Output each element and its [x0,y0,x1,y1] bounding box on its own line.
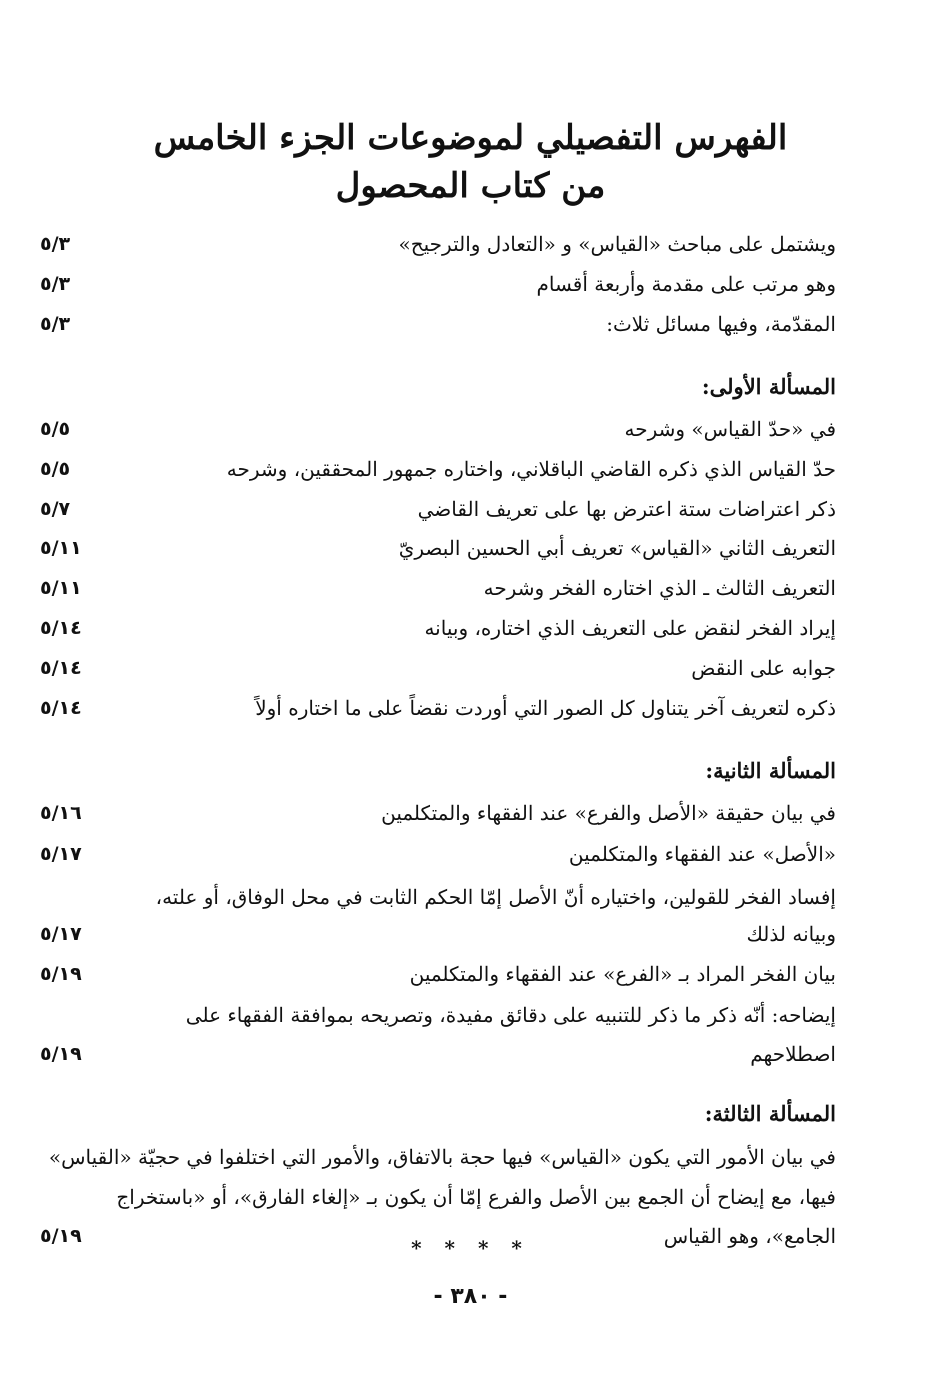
entry-text: اصطلاحهم [750,1042,836,1066]
toc-entry [40,569,836,607]
toc-entry [40,955,836,993]
entry-page: ٥/١٩ [40,1225,82,1247]
page-title: الفهرس التفصيلي لموضوعات الجزء الخامس [153,118,788,158]
entry-page: ٥/١١ [40,577,82,599]
entry-text: في بيان حقيقة «الأصل والفرع» عند الفقهاء والمتكلمين [381,801,836,825]
section-heading: المسألة الثالثة: [704,1101,836,1126]
toc-entry [40,609,836,647]
entry-page: ٥/٣ [40,273,71,295]
entry-page: ٥/١٧ [40,923,82,945]
toc-entry [40,915,836,953]
entry-text: الجامع»، وهو القياس [663,1224,836,1248]
entry-page: ٥/١٤ [40,657,82,679]
entry-text: حدّ القياس الذي ذكره القاضي الباقلاني، واختاره جمهور المحققين، وشرحه [226,457,836,481]
entry-text: بيان الفخر المراد بـ «الفرع» عند الفقهاء والمتكلمين [409,962,836,986]
toc-entry [40,1035,836,1073]
toc-entry [40,529,836,567]
entry-text: التعريف الثالث ـ الذي اختاره الفخر وشرحه [483,576,836,600]
entry-page: ٥/٣ [40,233,71,255]
toc-entry [40,689,836,727]
toc-entry [40,305,836,343]
entry-page: ٥/٥ [40,418,71,440]
entry-text: وبيانه لذلك [746,922,836,946]
entry-text: في «حدّ القياس» وشرحه [624,417,836,441]
toc-entry [40,225,836,263]
section-heading: المسألة الثانية: [705,758,836,783]
entry-text: التعريف الثاني «القياس» تعريف أبي الحسين البصريّ [398,536,836,560]
page-number: - ٣٨٠ - [433,1284,508,1309]
toc-entry-line: فيها، مع إيضاح أن الجمع بين الأصل والفرع إمّا أن يكون بـ «إلغاء الفارق»، أو «باستخراج [116,1185,836,1209]
toc-entry [40,410,836,448]
entry-page: ٥/٧ [40,498,71,520]
entry-page: ٥/٥ [40,458,71,480]
section-heading: المسألة الأولى: [701,374,836,399]
entry-text: وهو مرتب على مقدمة وأربعة أقسام [536,272,836,296]
toc-entry [40,794,836,832]
toc-entry-line: في بيان الأمور التي يكون «القياس» فيها حجة بالاتفاق، والأمور التي اختلفوا في حجيّة «القياس» [48,1145,836,1169]
entry-page: ٥/١٩ [40,1043,82,1065]
entry-text: ذكر اعتراضات ستة اعترض بها على تعريف القاضي [417,497,836,521]
entry-page: ٥/١٤ [40,617,82,639]
entry-page: ٥/١١ [40,537,82,559]
entry-text: المقدّمة، وفيها مسائل ثلاث: [606,312,836,336]
entry-page: ٥/١٦ [40,802,82,824]
entry-text: «الأصل» عند الفقهاء والمتكلمين [568,842,836,866]
entry-page: ٥/١٩ [40,963,82,985]
entry-text: ذكره لتعريف آخر يتناول كل الصور التي أوردت نقضاً على ما اختاره أولاً [255,696,836,720]
section-divider: * * * * [411,1236,530,1260]
toc-entry [40,490,836,528]
page-subtitle: من كتاب المحصول [335,166,606,206]
entry-text: إيراد الفخر لنقض على التعريف الذي اختاره، وبيانه [424,616,836,640]
entry-text: جوابه على النقض [691,656,836,680]
toc-entry-line: إيضاحه: أنّه ذكر ما ذكر للتنبيه على دقائق مفيدة، وتصريحه بموافقة الفقهاء على [185,1003,836,1027]
toc-entry [40,649,836,687]
toc-entry [40,265,836,303]
entry-page: ٥/٣ [40,313,71,335]
toc-entry [40,835,836,873]
toc-entry-line: إفساد الفخر للقولين، واختياره أنّ الأصل إمّا الحكم الثابت في محل الوفاق، أو علته، [155,885,836,909]
entry-page: ٥/١٤ [40,697,82,719]
entry-text: ويشتمل على مباحث «القياس» و «التعادل والترجيح» [398,232,836,256]
toc-entry [40,450,836,488]
entry-page: ٥/١٧ [40,843,82,865]
